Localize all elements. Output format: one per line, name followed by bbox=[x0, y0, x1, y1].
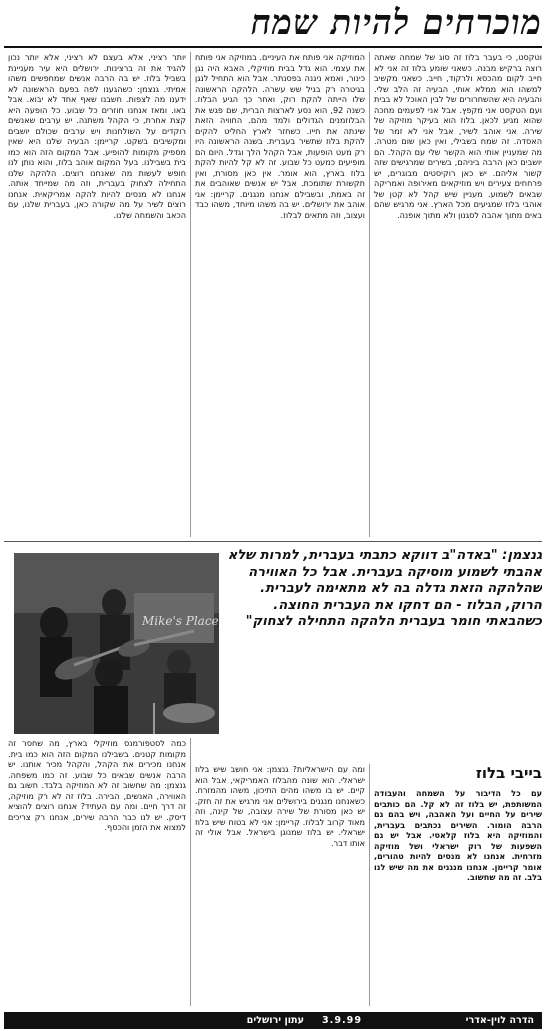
column-divider bbox=[369, 52, 370, 537]
article-column-left bbox=[8, 52, 186, 537]
article-column-bottom-right bbox=[374, 788, 542, 1006]
column-divider bbox=[190, 738, 191, 1006]
pull-quote: גנצמן: "באדה"ב דווקא כתבתי בעברית, למרות שלא אהבתי לשמוע מוסיקה בעברית. אבל כל האווירה שהלהקה הזאת גדלה בה לא מתאימה לעברית. הרוק, הבלוז - הם דחקו את העברית החוצה. כשהבאתי חומר בעברית הלהקה התחילה לצחוק" bbox=[227, 548, 542, 630]
band-photo bbox=[14, 553, 219, 734]
headline-rule bbox=[4, 46, 542, 48]
article-column-middle bbox=[195, 52, 365, 537]
band-photo-illustration bbox=[14, 553, 219, 734]
section-byline: בייבי בלוז bbox=[475, 764, 542, 782]
sign-text: Mike's Place bbox=[142, 614, 219, 628]
column-text: המוזיקה אני פותח את העיניים. במוזיקה אני פותח את עצמי. הוא גדל בבית מוזיקלי, האבא היה נגן כינור, ואמא ניגנה בפסנתר. אבל הוא התחיל לנגן בגיטרה רק בגיל שש עשרה. הלהקה הראשונה שלו הייתה להקת רוק, ואחר כך הגיע הבלוז. כשנה 92, הוא נסע לארצות הברית, שם פגש את הבלוזמנים הגדולים ולמד מהם. החוויה הזאת שינתה את חייו. כשחזר לארץ החליט להקים להקת בלוז שתשיר בעברית. בשנה הראשונה היו רק מעט הופעות, אבל הקהל הלך וגדל. היום הם מופיעים כמעט כל שבוע. זה לא קל להיות להקת בלוז בארץ, הוא אומר. אין כאן מסורת, ואין תקשורת שתומכת. אבל יש אנשים שאוהבים את זה באמת, ובשבילם אנחנו מנגנים. קריימן: אני אוהב את ירושלים. יש בה משהו מיוחד, משהו כבד ועצוב, וזה מתאים לבלוז. bbox=[195, 52, 365, 220]
column-text: עם כל הדיבור על השמחה והעבודה המשותפת, יש בלוז זה לא קל. הם כותבים שירים על החיים ועל האהבה, ויש בהם גם הרבה הומור. השירים נכתבים בעברית, והמוזיקה היא בלוז קלאסי. אבל יש גם השפעות של רוק ישראלי ושל מוזיקה מזרחית. אנחנו לא מנסים להיות טהורים, אומר קריימן. אנחנו מנגנים את מה שיש לנו בלב. זה מה שחשוב. bbox=[374, 788, 542, 882]
headline: מוכרחים להיות שמח bbox=[250, 3, 542, 43]
column-text: כמה לסטפורמנס מוזיקלי בארץ, מה שחסר זה מקומות קטנים. בשבילנו המקום הזה הוא כמו בית. אנחנו מכירים את הקהל, והקהל מכיר אותנו. יש הרבה אנשים שבאים כל שבוע. זה כמו משפחה. גנצמן: מה שחשוב זה לא המוזיקה בלבד. חשוב גם האווירה, האנשים, הבירה. בלוז זה לא רק מוזיקה, זה דרך חיים. ומה עם העתיד? אנחנו רוצים להוציא דיסק. יש לנו כבר הרבה שירים, אנחנו רק צריכים למצוא את הזמן והכסף. bbox=[8, 738, 186, 832]
column-text: יותר רציני, אלא בעצם לא רציני, אלא יותר נכון להגיד את זה ברצינות. ירושלים היא עיר מעניינת בשביל בלוז. יש בה הרבה אנשים שמחפשים משהו אמיתי. גנצמן: כשהגענו לפה בפעם הראשונה לא ידענו מה לצפות. חשבנו שאף אחד לא יבוא. אבל באו. ומאז אנחנו חוזרים כל שבוע. כל הופעה היא קצת אחרת, כי הקהל משתנה. יש ערבים שאנשים רוקדים על השולחנות ויש ערבים שכולם יושבים ומקשיבים בשקט. קריימן: הבעיה שלנו היא שאין מספיק מקומות להופיע. אבל המקום הזה הוא כמו בית בשבילנו. בעל המקום אוהב בלוז, והוא נותן לנו חופש לעשות מה שאנחנו רוצים. הלהקה שלנו התחילה לצחוק בעברית, וזה מה שמייחד אותה. אנחנו לא מנסים להיות להקה אמריקאית. אנחנו רוצים לשיר על מה שקורה כאן, בעברית שלנו, עם הכאב והשמחה שלנו. bbox=[8, 52, 186, 220]
column-divider bbox=[369, 764, 370, 1006]
column-divider bbox=[190, 52, 191, 537]
section-rule bbox=[4, 541, 542, 542]
article-column-bottom-middle bbox=[195, 764, 365, 1006]
footer-author: הדרה לוין-אדרי bbox=[465, 1015, 534, 1026]
footer-date: 3.9.99 bbox=[322, 1015, 362, 1026]
article-column-bottom-left bbox=[8, 738, 186, 1006]
column-text: ומה עם הישראליות? גנצמן: אני חושב שיש בלוז ישראלי. הוא שונה מהבלוז האמריקאי, אבל הוא קיים. יש בו משהו מהים התיכון, משהו מהמזרח. כשאנחנו מנגנים בירושלים אני מרגיש את זה חזק. יש כאן מסורת של שירה עצובה, של קינה, וזה מאוד קרוב לבלוז. קריימן: אני לא בטוח שיש בלוז ישראלי. יש בלוז שמנוגן בישראל. אבל אולי זה אותו דבר. bbox=[195, 764, 365, 848]
column-text: וטקסט, כי בעבר בלוז זה סוג של שמחה שאתה רוצה ברקיש מבנה. כשאני שומע בלוז זה אני לא חייב לקום מהכסא ולרקוד, חייב. כשאני מקשיב למשהו הוא ממלא אותי, הבעיה זה הלב שלי. והבעיה היא שהשחרורים של לבין האוכל לא בבית ועם הטקסט אני מקפץ. אבל אני לפעמים מחכה שהוא מגיע לכאן. בלוז הוא בעיקר מוזיקה של שירה. אני אוהב לשיר, אבל אני לא זמר של האסדה. זה שמח בשבילי, ואין כאן שום מטרה. מה שמעניין אותי הוא הקשר שלי עם הקהל. הם יושבים כאן הרבה ביניהם, בשירים שמרגישים שזה קשור אליהם. יש כאן רוקיסטים מבוגרים, יש פרחחים צעירים ויש מוזיקאים מאירופה ואמריקה שבאים לשמוע. מעניין שיש קהל לא קטן של אוהבי בלוז שמגיעים מכל הארץ. אני מרגיש שהם באים מתוך אהבה לסגנון ולא מתוך אופנה. bbox=[374, 52, 542, 220]
footer-paper-name: עתון ירושלים bbox=[246, 1015, 304, 1026]
article-column-right bbox=[374, 52, 542, 537]
page-footer bbox=[4, 1012, 542, 1029]
